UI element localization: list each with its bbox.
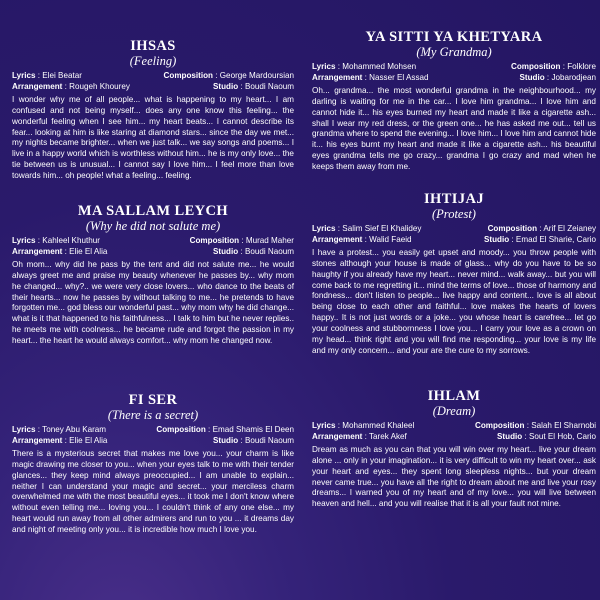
credit-label: Lyrics [12,71,36,80]
song-title: IHTIJAJ [423,191,484,207]
credit-value: Folklore [567,62,596,71]
credit-label: Lyrics [12,236,36,245]
credit-line: Lyrics : Mohammed Khaleel Composition : Salah El Sharnobi [312,421,596,430]
credit-line: Lyrics : Kahleel Khuthur Composition : Murad Maher [12,236,294,245]
credit-label: Studio [497,432,523,441]
credit-line: Arrangement : Elie El Alia Studio : Boudi Naoum [12,247,294,256]
credit-value: Mohammed Khaleel [342,421,415,430]
lyrics-text: I have a protest... you easily get upset and moody... you throw people with stones although your house is made of glass... why do you have to be so haughty if you already have my heart... never mind... walk away... but you will come back to me regretting it... mind the terms of love... those of harmony and fondness... don't listen to people... live happy and content... love is all about being close to each other and faithful... love makes the hearts of lovers happy.. It is not just words or a joke... you whose heart is carefree... let go your coolness and stubbornness I love you... I carry your love as a crown on my head... think right and you will find me responding... your love is my life and my only concern... and your are the cure to my sorrows. [312,248,596,355]
credit-value: Arif El Zeianey [543,224,596,233]
song-subtitle: (Why he did not salute me) [85,219,221,233]
credit-value: Sout El Hob, Cario [528,432,596,441]
credit-value: Emad El Sharie, Cario [515,235,596,244]
credit-line: Lyrics : Mohammed Mohsen Composition : Folklore [312,62,596,71]
credit-value: Elie El Alia [69,247,108,256]
credit-value: Salim Sief El Khalidey [342,224,422,233]
song-ya-sitti-ya-khetyara [312,29,596,181]
credit-value: Boudi Naoum [244,82,294,91]
song-title: FI SER [128,392,178,408]
credit-label: Arrangement [312,432,363,441]
credit-label: Studio [213,247,239,256]
credit-label: Arrangement [12,247,63,256]
song-ma-sallam-leych [12,203,294,355]
song-title: MA SALLAM LEYCH [77,203,229,219]
lyrics-text: Oh... grandma... the most wonderful grandma in the neighbourhood... my darling is waiting for me in the car... I love him grandma... I love him and cannot hide it... his eyes burned my heart and made it like a cigarette ash... shall I wear my red dress, or the green one... he has asked me out... tell us grandma where to spend the evening... I love him... I love him and cannot hide it... his eyes burnt my heart and made it like a cigarette ash... his beautiful eyes grandma tells me go crazy... grandma I go crazy and mad when he keeps them away from me. [312,86,597,171]
credit-value: Boudi Naoum [244,247,294,256]
credit-line: Arrangement : Walid Faeid Studio : Emad El Sharie, Cario [312,235,596,244]
credit-label: Composition [487,224,538,233]
credit-label: Lyrics [312,224,336,233]
song-title: YA SITTI YA KHETYARA [365,29,543,45]
song-ihlam [312,388,596,518]
credit-value: Rougeh Khourey [69,82,130,91]
credit-label: Lyrics [312,62,336,71]
credit-value: Toney Abu Karam [42,425,107,434]
credit-value: Jobarodjean [551,73,596,82]
credit-line: Arrangement : Elie El Alia Studio : Boudi Naoum [12,436,294,445]
credit-value: Nasser El Assad [369,73,429,82]
credit-label: Arrangement [12,82,63,91]
credit-label: Composition [189,236,240,245]
credit-line: Lyrics : Salim Sief El Khalidey Composition : Arif El Zeianey [312,224,596,233]
credit-label: Arrangement [12,436,63,445]
credit-value: Walid Faeid [369,235,412,244]
credit-label: Arrangement [312,73,363,82]
credit-line: Arrangement : Tarek Akef Studio : Sout El Hob, Cario [312,432,596,441]
credit-label: Studio [483,235,510,244]
song-subtitle: (There is a secret) [107,408,199,422]
credit-label: Lyrics [312,421,336,430]
credit-label: Studio [519,73,545,82]
song-fi-ser [12,392,294,544]
lyrics-text: I wonder why me of all people... what is happening to my heart... I am confused and not being myself... does any one know this feeling... the wonderful feeling when I see him... my heart beats... I cannot describe its fear... looking at him is like staring at diamond stars... since the day we met... my nights became brighter... when we just talk... we say songs and poems... I live in a happy world which is worthless without him... he is my only love... the tie between us is unusual... I cannot say I love him... I feel more than love towards him... oh people! what a feeling... feeling. [12,95,294,180]
credit-label: Studio [213,82,239,91]
credit-value: Emad Shamis El Deen [212,425,294,434]
credit-line: Arrangement : Nasser El Assad Studio : Jobarodjean [312,73,596,82]
lyrics-text: There is a mysterious secret that makes me love you... your charm is like magic drawing me closer to you... when your eyes talk to me with their tender glances... they keep mind always preoccupied... I am unable to explain... neither I can understand your magic and secret... your merciless charm overwhelmed me with the most beautiful eyes... it took me I don't know where without even telling me... loving you... I couldn't think of any one else... my heart would run away from all other admirers and run to you ... it dreams day and night of meeting only you... it is incredible how much I love you. [12,449,294,534]
credit-label: Composition [510,62,561,71]
credit-line: Arrangement : Rougeh Khourey Studio : Boudi Naoum [12,82,294,91]
credit-value: Elie El Alia [69,436,108,445]
lyrics-text: Dream as much as you can that you will win over my heart... live your dream alone ... only in your imagination... it is very difficult to win my heart over... ask your heart and eyes... they spent long sleepless nights... but your dream never came true... you have all the right to dream about me and live your rosy dreams... I warned you of my heart and of my love... you will live between heaven and hell... and you will realise that it is all your fault not mine. [312,445,596,509]
song-ihtijaj [312,191,596,365]
song-title: IHSAS [130,38,176,54]
credit-value: Kahleel Khuthur [42,236,100,245]
credit-label: Composition [474,421,525,430]
credit-label: Studio [213,436,239,445]
credit-line: Lyrics : Elei Beatar Composition : George Mardoursian [12,71,294,80]
credit-value: Elei Beatar [42,71,82,80]
song-ihsas [12,38,294,190]
song-subtitle: (Dream) [432,404,476,418]
song-subtitle: (Feeling) [129,54,177,68]
credit-label: Lyrics [12,425,36,434]
credit-value: George Mardoursian [219,71,294,80]
credit-value: Tarek Akef [368,432,407,441]
song-subtitle: (My Grandma) [416,45,492,59]
credit-value: Mohammed Mohsen [342,62,417,71]
credit-label: Arrangement [312,235,363,244]
credit-value: Salah El Sharnobi [531,421,596,430]
credit-value: Boudi Naoum [244,436,294,445]
lyrics-text: Oh mom... why did he pass by the tent and did not salute me... he would always greet me and praise my beauty whenever he passes by... why mom he changed... why?.. we were very close lovers... who dance to the beats of their hearts... now he passes by without talking to me... he pretends to have forgotten me... god bless our wonderful past... why mom why he did change... what is it that happened to his faithfulness... I talk to him but he never replies.. he meets me with coolness... he became rude and forgot the passion in my heart... the heart he would always comfort... why mom he changed now. [12,260,294,345]
credit-value: Murad Maher [245,236,294,245]
credit-line: Lyrics : Toney Abu Karam Composition : Emad Shamis El Deen [12,425,294,434]
song-subtitle: (Protest) [432,207,476,221]
song-title: IHLAM [427,388,481,404]
credit-label: Composition [163,71,214,80]
credit-label: Composition [156,425,206,434]
